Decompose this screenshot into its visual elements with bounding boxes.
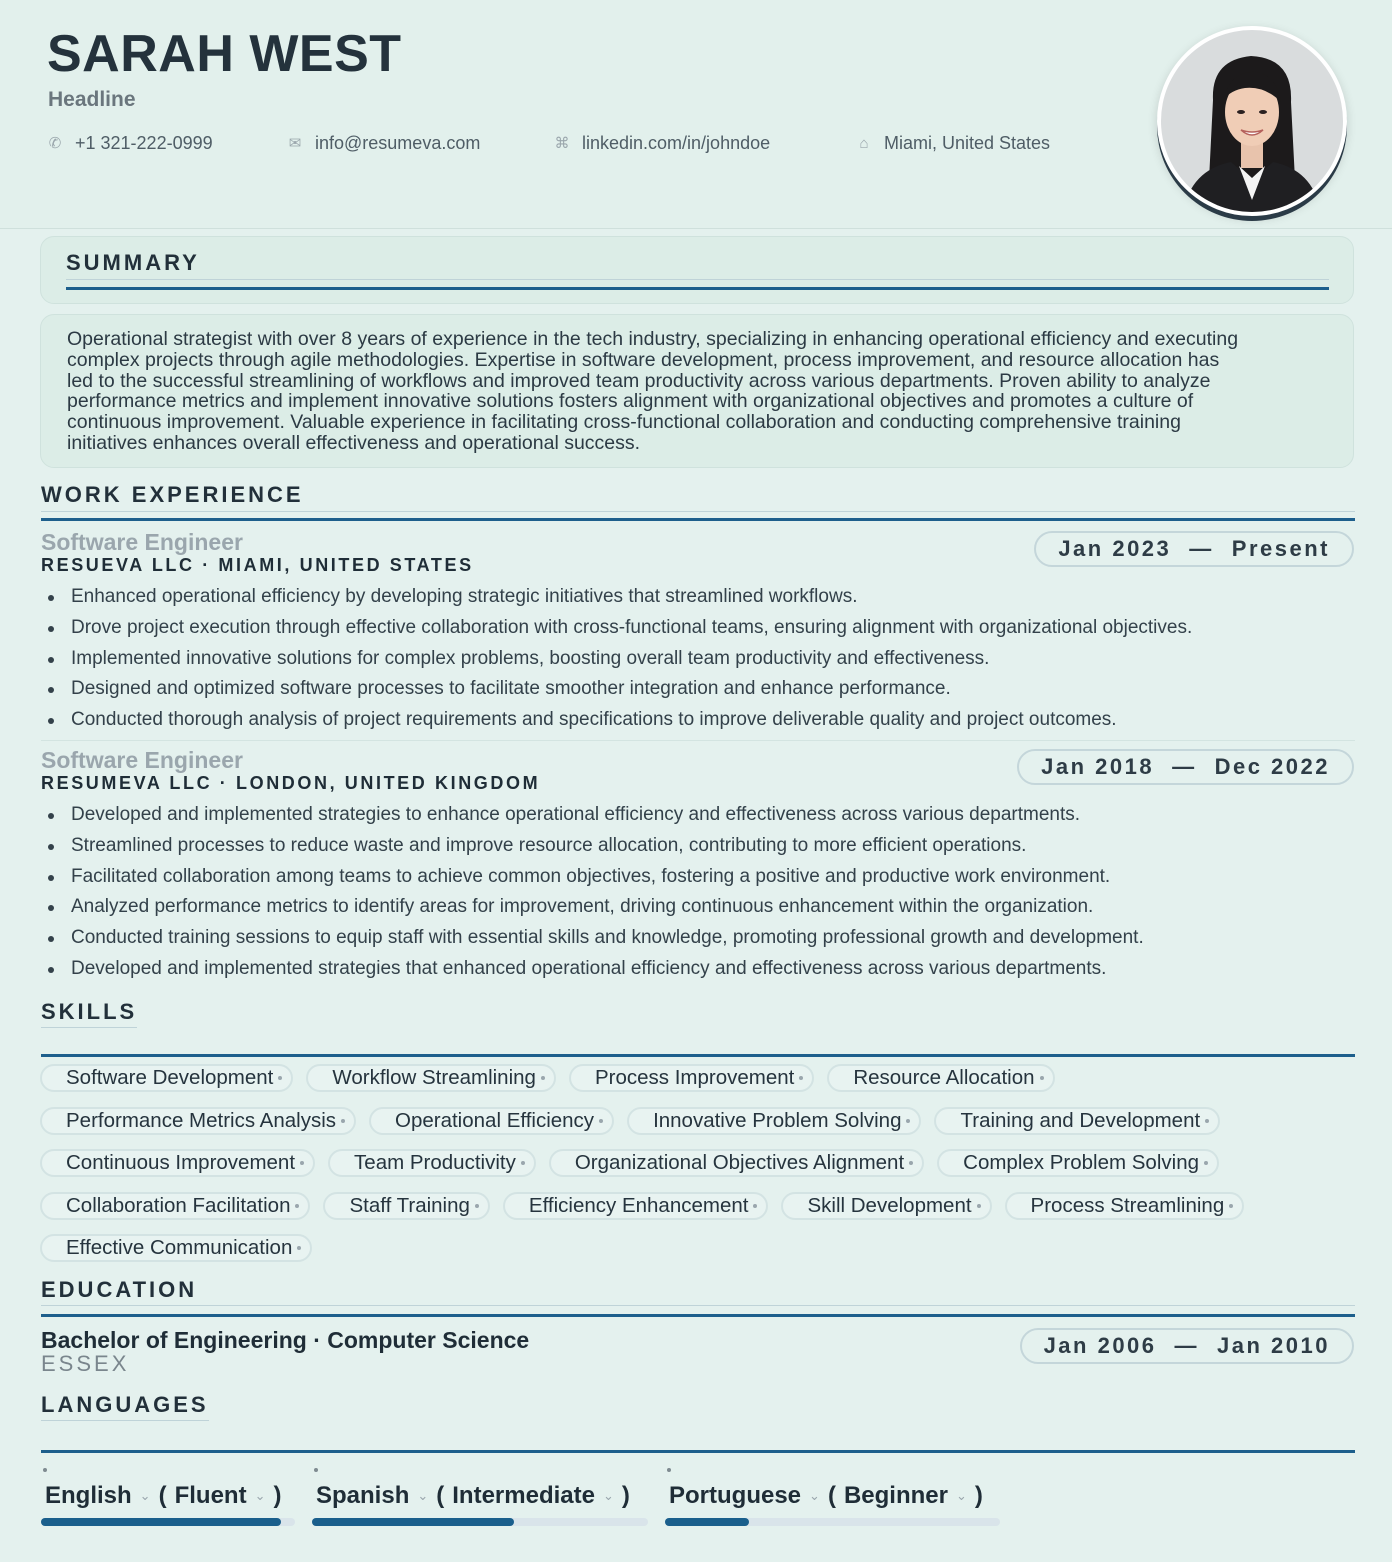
skill-chip[interactable] (549, 1149, 924, 1177)
contact-phone[interactable] (47, 131, 213, 155)
skill-label: Team Productivity (354, 1151, 516, 1174)
skill-chip[interactable] (40, 1149, 315, 1177)
language-proficiency-fill (312, 1518, 514, 1526)
skill-label: Collaboration Facilitation (66, 1193, 291, 1217)
skill-dot (541, 1076, 545, 1080)
skill-label: Process Streamlining (1030, 1193, 1225, 1217)
language-name[interactable]: Spanish (316, 1482, 410, 1509)
summary-title: SUMMARY (66, 250, 200, 275)
summary-line: initiatives enhances overall effectiveness and operational success. (67, 431, 641, 454)
job-bullets (41, 800, 1341, 985)
experience-accent-rule (41, 518, 1355, 521)
languages-title: LANGUAGES (41, 1392, 209, 1417)
summary-line: Operational strategist with over 8 years of experience in the tech industry, specializing in enhancing operational efficiency and executing (67, 328, 1239, 350)
skills-title-underline (41, 1027, 137, 1028)
skill-label: Effective Communication (66, 1236, 293, 1259)
job-bullet: Designed and optimized software processes to facilitate smoother integration and enhance performance. (41, 674, 1341, 705)
language-proficiency-fill (41, 1518, 281, 1526)
skill-chip[interactable] (827, 1064, 1054, 1092)
candidate-headline: Headline (48, 88, 136, 111)
contact-location[interactable] (856, 131, 1050, 155)
open-paren: ( (827, 1482, 836, 1509)
skill-chip[interactable] (1005, 1192, 1245, 1220)
language-row (669, 1482, 983, 1510)
skill-label: Skill Development (807, 1193, 972, 1217)
language-dot (667, 1468, 671, 1472)
skill-dot (521, 1161, 525, 1165)
date-dash: — (1174, 1333, 1200, 1358)
date-dash: — (1172, 754, 1197, 779)
job-bullet: Streamlined processes to reduce waste and improve resource allocation, contributing to more efficient operations. (41, 831, 1341, 862)
skill-row (40, 1234, 1360, 1264)
skill-dot (599, 1119, 603, 1123)
skill-chip[interactable] (627, 1107, 921, 1135)
email-icon: ✉ (288, 135, 302, 152)
skill-dot (295, 1204, 299, 1208)
job-bullet: Conducted thorough analysis of project requirements and specifications to improve deliverable quality and project outcomes. (41, 705, 1341, 736)
language-row (45, 1482, 281, 1510)
language-item (665, 1468, 1000, 1528)
language-name[interactable]: English (45, 1482, 132, 1509)
skills-list (40, 1064, 1360, 1277)
language-name[interactable]: Portuguese (669, 1482, 802, 1509)
job-company: RESUEVA LLC · MIAMI, UNITED STATES (41, 555, 474, 575)
job-bullet: Implemented innovative solutions for complex problems, boosting overall team productivity and effectiveness. (41, 644, 1341, 675)
job-bullet: Conducted training sessions to equip staff with essential skills and knowledge, promoting professional growth and development. (41, 923, 1341, 954)
skill-dot (1205, 1119, 1209, 1123)
skill-chip[interactable] (937, 1149, 1219, 1177)
close-paren: ) (273, 1482, 282, 1509)
resume-header (0, 0, 1392, 229)
skill-chip[interactable] (569, 1064, 814, 1092)
job-start-date: Jan 2018 (1041, 754, 1155, 779)
experience-title: WORK EXPERIENCE (41, 482, 304, 507)
date-dash: — (1189, 536, 1214, 561)
summary-divider (66, 279, 1329, 280)
skill-chip[interactable] (40, 1107, 356, 1135)
experience-divider (41, 511, 1355, 512)
language-item (41, 1468, 295, 1528)
job-bullet: Analyzed performance metrics to identify areas for improvement, driving continuous enhancement within the organization. (41, 892, 1341, 923)
open-paren: ( (436, 1482, 445, 1509)
skill-dot (909, 1161, 913, 1165)
skill-label: Resource Allocation (853, 1066, 1035, 1089)
contact-email[interactable] (287, 131, 480, 155)
skill-dot (300, 1161, 304, 1165)
job-bullet: Developed and implemented strategies that enhanced operational efficiency and effectiveness across various departments. (41, 954, 1341, 985)
language-proficiency-track (312, 1518, 648, 1526)
skill-chip[interactable] (934, 1107, 1220, 1135)
portrait-illustration (1161, 30, 1343, 212)
job-date-range (1017, 749, 1354, 785)
skill-label: Process Improvement (594, 1066, 795, 1089)
skills-title: SKILLS (41, 999, 138, 1024)
skill-dot (753, 1204, 757, 1208)
phone-icon: ✆ (48, 135, 62, 152)
chevron-down-icon[interactable]: ⌄ (809, 1488, 820, 1503)
skill-chip[interactable] (328, 1149, 536, 1177)
contact-location-text: Miami, United States (884, 132, 1051, 153)
chevron-down-icon[interactable]: ⌄ (139, 1488, 151, 1503)
summary-line: continuous improvement. Valuable experience in facilitating cross-functional collaboration and conducting comprehensive training (67, 411, 1181, 434)
skill-chip[interactable] (40, 1064, 293, 1092)
languages-title-underline (41, 1420, 209, 1421)
profile-photo (1157, 26, 1347, 216)
chevron-down-icon[interactable]: ⌄ (602, 1488, 614, 1503)
contact-linkedin[interactable] (554, 131, 770, 155)
contact-phone-text: +1 321-222-0999 (75, 132, 213, 153)
skill-dot (977, 1204, 981, 1208)
chevron-down-icon[interactable]: ⌄ (417, 1488, 429, 1503)
chevron-down-icon[interactable]: ⌄ (955, 1488, 967, 1503)
language-level[interactable]: Intermediate (452, 1482, 595, 1509)
skill-chip[interactable] (503, 1192, 769, 1220)
open-paren: ( (158, 1482, 167, 1509)
education-school: ESSEX (41, 1351, 130, 1376)
education-date-range (1020, 1328, 1354, 1364)
language-proficiency-track (665, 1518, 1000, 1526)
job-title: Software Engineer (41, 529, 243, 555)
summary-header-card (40, 236, 1354, 304)
skill-dot (1204, 1161, 1208, 1165)
education-title: EDUCATION (41, 1277, 198, 1302)
job-end-date: Present (1231, 536, 1330, 561)
job-date-range (1034, 531, 1354, 567)
skill-dot (1040, 1076, 1044, 1080)
link-icon: ⌘ (554, 135, 570, 152)
skill-dot (1229, 1204, 1233, 1208)
skill-dot (906, 1119, 910, 1123)
job-separator (41, 740, 1355, 741)
home-icon: ⌂ (859, 134, 869, 152)
education-accent-rule (41, 1314, 1355, 1317)
skill-label: Organizational Objectives Alignment (574, 1151, 905, 1174)
skill-row (40, 1192, 1360, 1222)
job-bullet: Enhanced operational efficiency by developing strategic initiatives that streamlined workflows. (41, 582, 1341, 613)
language-proficiency-fill (665, 1518, 749, 1526)
job-end-date: Dec 2022 (1214, 754, 1330, 779)
skill-label: Software Development (66, 1066, 274, 1089)
education-end-date: Jan 2010 (1217, 1333, 1330, 1358)
job-bullet: Facilitated collaboration among teams to achieve common objectives, fostering a positive and productive work environment. (41, 862, 1341, 893)
skill-dot (799, 1076, 803, 1080)
skill-dot (278, 1076, 282, 1080)
skill-row (40, 1064, 1360, 1094)
skill-label: Innovative Problem Solving (653, 1108, 902, 1132)
education-degree: Bachelor of Engineering · Computer Science (41, 1327, 530, 1353)
skill-chip[interactable] (306, 1064, 556, 1092)
skill-chip[interactable] (369, 1107, 614, 1135)
job-company: RESUMEVA LLC · LONDON, UNITED KINGDOM (41, 773, 541, 793)
skill-label: Training and Development (960, 1108, 1201, 1132)
language-item (312, 1468, 648, 1528)
language-dot (43, 1468, 47, 1472)
skill-label: Complex Problem Solving (963, 1151, 1199, 1174)
skill-row (40, 1149, 1360, 1179)
skills-accent-rule (41, 1054, 1355, 1057)
close-paren: ) (621, 1482, 630, 1509)
skill-dot (341, 1119, 345, 1123)
skill-label: Staff Training (349, 1193, 470, 1217)
candidate-name: SARAH WEST (47, 25, 402, 83)
skill-chip[interactable] (40, 1234, 312, 1262)
contact-email-text: info@resumeva.com (315, 132, 481, 153)
skill-label: Performance Metrics Analysis (66, 1108, 337, 1132)
skill-label: Workflow Streamlining (332, 1066, 536, 1089)
job-bullet: Drove project execution through effective collaboration with cross-functional teams, ensuring alignment with organizational objectives. (41, 613, 1341, 644)
skill-dot (475, 1204, 479, 1208)
job-start-date: Jan 2023 (1058, 536, 1172, 561)
language-level[interactable]: Fluent (174, 1482, 247, 1509)
summary-line: led to the successful streamlining of workflows and improved team productivity across various departments. Proven ability to analyze (67, 369, 1211, 392)
language-proficiency-track (41, 1518, 295, 1526)
summary-line: complex projects through agile methodologies. Expertise in software development, process improvement, and resource allocation has (67, 348, 1220, 371)
summary-text (40, 314, 1354, 468)
languages-accent-rule (41, 1450, 1355, 1453)
summary-accent-rule (66, 287, 1329, 290)
education-start-date: Jan 2006 (1043, 1333, 1157, 1358)
job-bullet: Developed and implemented strategies to enhance operational efficiency and effectiveness across various departments. (41, 800, 1341, 831)
skill-label: Efficiency Enhancement (528, 1193, 749, 1217)
skill-chip[interactable] (781, 1192, 991, 1220)
skill-label: Operational Efficiency (395, 1108, 595, 1132)
skill-chip[interactable] (323, 1192, 489, 1220)
language-dot (314, 1468, 318, 1472)
contact-linkedin-text: linkedin.com/in/johndoe (582, 132, 771, 153)
job-bullets (41, 582, 1341, 736)
skill-dot (297, 1246, 301, 1250)
language-row (316, 1482, 630, 1510)
summary-line: performance metrics and implement innovative solutions fosters alignment with organizational objectives and promotes a culture of (67, 390, 1194, 413)
education-divider (41, 1305, 1355, 1306)
skill-label: Continuous Improvement (66, 1151, 296, 1174)
chevron-down-icon[interactable]: ⌄ (254, 1488, 266, 1503)
close-paren: ) (974, 1482, 983, 1509)
language-level[interactable]: Beginner (843, 1482, 948, 1509)
skill-chip[interactable] (40, 1192, 310, 1220)
skill-row (40, 1107, 1360, 1137)
job-title: Software Engineer (41, 747, 243, 773)
